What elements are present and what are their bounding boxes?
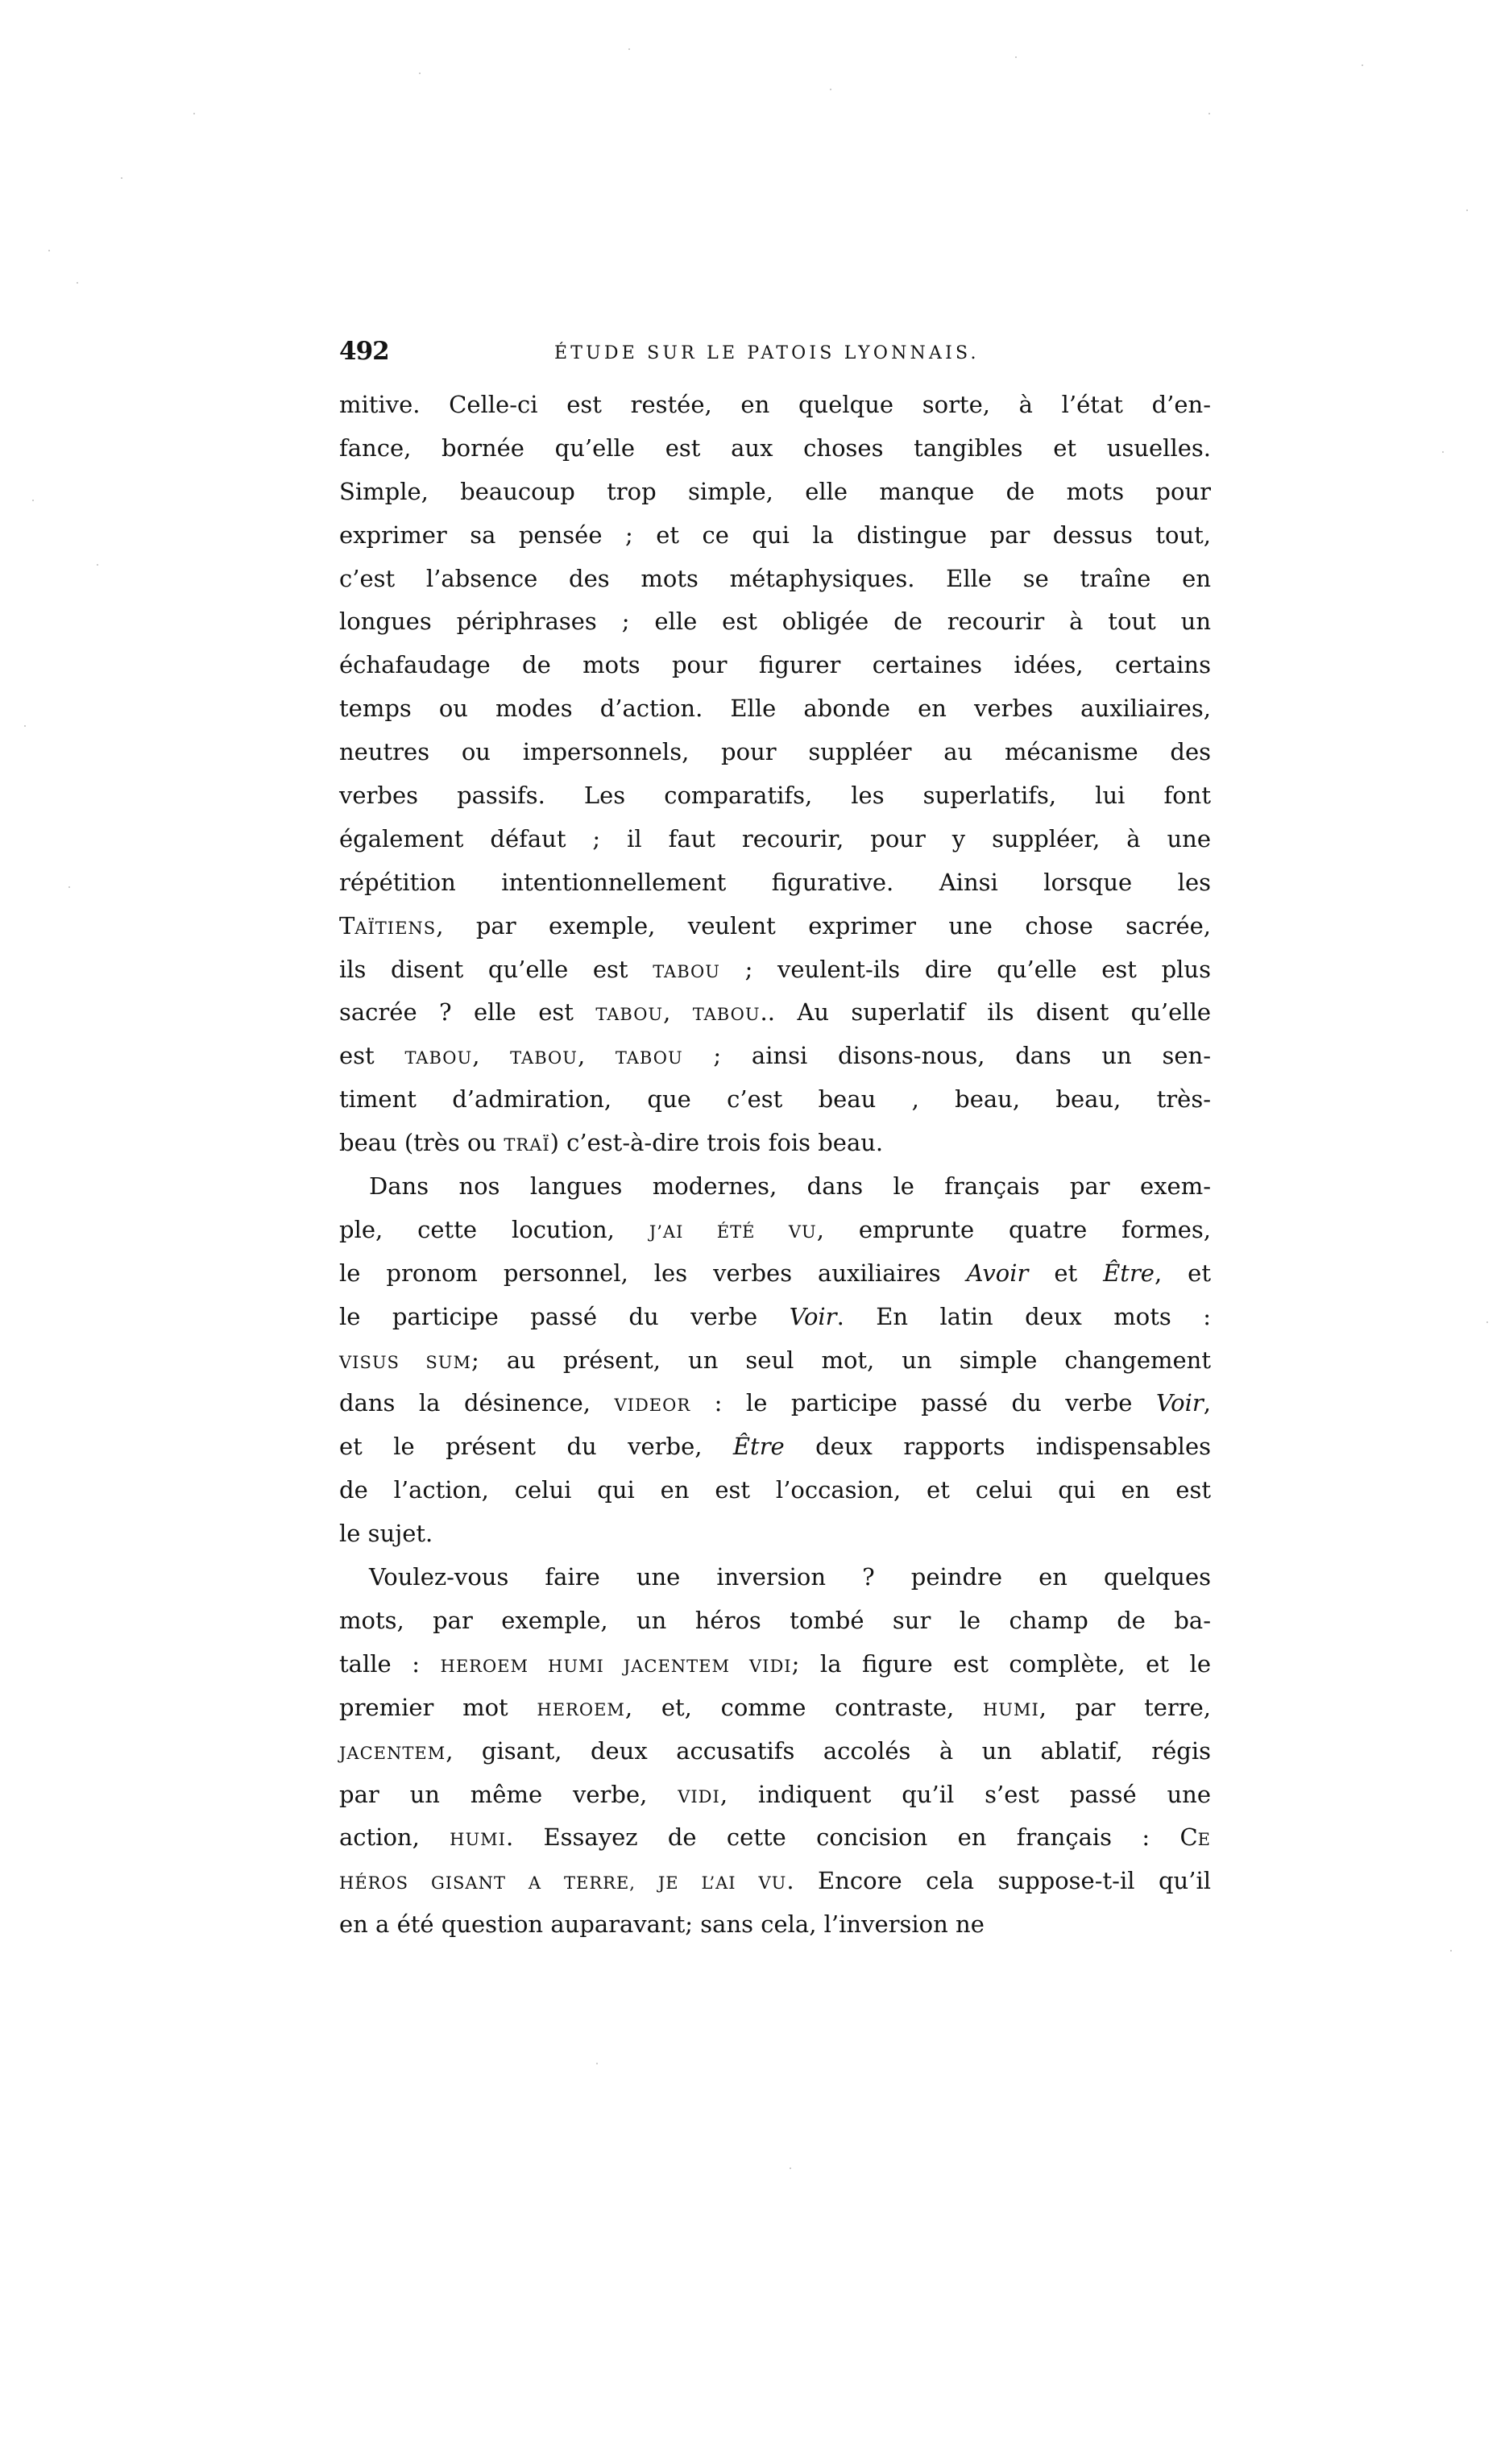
- text-run: . Encore cela suppose-t-il qu’il: [786, 1867, 1211, 1895]
- small-caps-term: HUMI: [450, 1830, 506, 1850]
- text-run: ple, cette locution,: [339, 1215, 649, 1243]
- small-caps-term: TABOU: [595, 1005, 664, 1025]
- text-line: [339, 1209, 1211, 1252]
- text-run: Dans nos langues modernes, dans le français par exem-: [369, 1172, 1211, 1201]
- text-run: ,: [472, 1042, 511, 1070]
- text-run: Voulez-vous faire une inversion ? peindre en quelques: [369, 1563, 1211, 1591]
- scan-speckle: [1362, 64, 1363, 66]
- text-run: , par terre,: [1038, 1693, 1212, 1721]
- small-caps-term: HÉROS GISANT A TERRE, JE L’AI VU: [339, 1873, 787, 1894]
- text-run: longues périphrases ; elle est obligée de recourir à tout un: [339, 608, 1211, 636]
- text-run: , et: [1154, 1259, 1211, 1287]
- text-run: T: [339, 911, 355, 940]
- text-run: ; veulent-ils dire qu’elle est plus: [719, 955, 1211, 983]
- small-caps-term: TABOU: [615, 1048, 683, 1068]
- text-line: [339, 1556, 1211, 1599]
- text-run: action,: [339, 1823, 450, 1852]
- small-caps-term: VIDI: [678, 1786, 720, 1807]
- scan-speckle: [596, 2063, 598, 2064]
- text-line: [339, 1730, 1211, 1773]
- text-run: neutres ou impersonnels, pour suppléer au mécanisme des: [339, 738, 1211, 766]
- small-caps-term: TABOU: [404, 1048, 473, 1068]
- scan-speckle: [830, 89, 831, 90]
- text-line: [339, 1122, 1211, 1165]
- scan-speckle: [1015, 56, 1017, 58]
- text-line: [339, 1382, 1211, 1425]
- scan-speckle: [1466, 209, 1468, 211]
- text-run: ils disent qu’elle est: [339, 955, 653, 983]
- text-run: ; ainsi disons-nous, dans un sen-: [682, 1042, 1212, 1070]
- text-run: , par exemple, veulent exprimer une chose sacrée,: [436, 911, 1211, 940]
- small-caps-term: TABOU: [653, 961, 720, 981]
- text-run: mitive. Celle-ci est restée, en quelque sorte, à l’état d’en-: [339, 391, 1211, 418]
- paragraph: [339, 1556, 1211, 1947]
- text-run: ) c’est-à-dire trois fois beau.: [549, 1129, 884, 1157]
- text-run: échafaudage de mots pour figurer certaines idées, certains: [339, 651, 1211, 679]
- small-caps-term: HEROEM HUMI JACENTEM VIDI: [440, 1656, 792, 1676]
- italic-term: Avoir: [966, 1259, 1029, 1287]
- text-run: le pronom personnel, les verbes auxiliaires: [339, 1259, 967, 1287]
- text-run: répétition intentionnellement figurative. Ainsi lorsque les: [339, 868, 1211, 896]
- text-line: [339, 948, 1211, 992]
- text-run: également défaut ; il faut recourir, pour y suppléer, à une: [339, 824, 1211, 852]
- text-line: [339, 384, 1211, 427]
- text-run: sacrée ? elle est: [339, 998, 596, 1027]
- scan-speckle: [1208, 113, 1210, 114]
- text-run: , indiquent qu’il s’est passé une: [719, 1780, 1211, 1808]
- small-caps-term: TRAÏ: [504, 1135, 550, 1155]
- scan-speckle: [1442, 451, 1444, 453]
- text-run: . En latin deux mots :: [836, 1302, 1211, 1330]
- page-header: [339, 337, 1209, 366]
- text-run: Simple, beaucoup trop simple, elle manque de mots pour: [339, 477, 1211, 505]
- scan-speckle: [24, 725, 26, 727]
- text-line: [339, 991, 1211, 1035]
- text-line: [339, 600, 1211, 644]
- text-line: [339, 1425, 1211, 1469]
- text-line: [339, 1643, 1211, 1686]
- scan-speckle: [77, 282, 78, 284]
- text-run: de l’action, celui qui en est l’occasion, et celui qui en est: [339, 1476, 1211, 1504]
- text-run: verbes passifs. Les comparatifs, les superlatifs, lui font: [339, 782, 1211, 810]
- text-line: [339, 1296, 1211, 1339]
- text-line: [339, 1816, 1211, 1860]
- running-head: ÉTUDE SUR LE PATOIS LYONNAIS.: [554, 343, 980, 363]
- text-run: par un même verbe,: [339, 1780, 678, 1808]
- scan-speckle: [790, 2167, 791, 2169]
- text-line: [339, 427, 1211, 471]
- text-run: ; la figure est complète, et le: [791, 1649, 1211, 1678]
- small-caps-term: HEROEM: [537, 1699, 625, 1719]
- italic-term: Voir: [789, 1302, 837, 1330]
- text-run: ,: [1203, 1389, 1212, 1417]
- text-line: [339, 1599, 1211, 1643]
- text-run: en a été question auparavant; sans cela, l’inversion ne: [339, 1910, 985, 1939]
- text-run: premier mot: [339, 1693, 537, 1721]
- italic-term: Être: [1103, 1259, 1155, 1287]
- text-run: le sujet.: [339, 1520, 433, 1548]
- small-caps-term: HUMI: [982, 1699, 1039, 1719]
- small-caps-term: VISUS SUM: [339, 1352, 472, 1372]
- text-line: [339, 1252, 1211, 1296]
- text-line: [339, 861, 1211, 905]
- text-run: est: [339, 1042, 405, 1070]
- scan-speckle: [97, 564, 98, 566]
- text-run: et: [1028, 1259, 1104, 1287]
- text-run: beau (très ou: [339, 1129, 504, 1157]
- text-run: , et, comme contraste,: [624, 1693, 983, 1721]
- text-run: , gisant, deux accusatifs accolés à un ablatif, régis: [446, 1736, 1211, 1765]
- text-run: le participe passé du verbe: [339, 1302, 790, 1330]
- text-line: [339, 644, 1211, 687]
- text-line: [339, 1035, 1211, 1078]
- small-caps-term: E: [1197, 1830, 1211, 1850]
- text-line: [339, 1165, 1211, 1209]
- text-line: [339, 1512, 1211, 1556]
- scan-speckle: [193, 113, 195, 114]
- text-line: [339, 1860, 1211, 1903]
- page-number: 492: [339, 337, 389, 366]
- italic-term: Être: [732, 1433, 785, 1461]
- scan-speckle: [32, 500, 34, 501]
- scan-speckle: [1486, 1321, 1488, 1323]
- text-run: talle :: [339, 1649, 441, 1678]
- text-line: [339, 774, 1211, 818]
- text-run: .. Au superlatif ils disent qu’elle: [760, 998, 1212, 1027]
- small-caps-term: JACENTEM: [339, 1743, 446, 1763]
- scan-speckle: [68, 886, 70, 888]
- text-run: dans la désinence,: [339, 1389, 615, 1417]
- small-caps-term: TABOU: [510, 1048, 578, 1068]
- text-line: [339, 1469, 1211, 1512]
- text-line: [339, 558, 1211, 601]
- paragraph: [339, 1165, 1211, 1556]
- body-text: [339, 384, 1211, 1947]
- text-line: [339, 514, 1211, 558]
- text-run: temps ou modes d’action. Elle abonde en verbes auxiliaires,: [339, 695, 1211, 723]
- text-run: , emprunte quatre formes,: [816, 1215, 1211, 1243]
- text-run: deux rapports indispensables: [784, 1433, 1211, 1461]
- text-line: [339, 1078, 1211, 1122]
- text-line: [339, 1686, 1211, 1730]
- text-run: timent d’admiration, que c’est beau , beau, beau, très-: [339, 1085, 1211, 1114]
- scan-speckle: [628, 48, 630, 50]
- text-line: [339, 731, 1211, 774]
- text-line: [339, 1903, 1211, 1947]
- text-run: et le présent du verbe,: [339, 1433, 733, 1461]
- text-run: exprimer sa pensée ; et ce qui la distingue par dessus tout,: [339, 521, 1211, 549]
- text-run: : le participe passé du verbe: [690, 1389, 1156, 1417]
- small-caps-term: J’AI ÉTÉ VU: [649, 1222, 817, 1242]
- italic-term: Voir: [1155, 1389, 1204, 1417]
- text-line: [339, 687, 1211, 731]
- paragraph: [339, 384, 1211, 1165]
- scan-speckle: [1450, 1950, 1452, 1952]
- text-line: [339, 1773, 1211, 1817]
- text-run: ,: [663, 998, 693, 1027]
- scan-speckle: [48, 250, 50, 251]
- text-run: mots, par exemple, un héros tombé sur le champ de ba-: [339, 1606, 1211, 1634]
- text-line: [339, 905, 1211, 948]
- text-run: c’est l’absence des mots métaphysiques. Elle se traîne en: [339, 564, 1211, 592]
- small-caps-term: VIDEOR: [614, 1396, 691, 1416]
- scan-speckle: [419, 73, 421, 74]
- text-line: [339, 818, 1211, 861]
- text-run: ; au présent, un seul mot, un simple changement: [471, 1346, 1211, 1374]
- small-caps-term: TABOU: [692, 1005, 761, 1025]
- text-run: fance, bornée qu’elle est aux choses tangibles et usuelles.: [339, 433, 1211, 462]
- text-line: [339, 471, 1211, 514]
- text-line: [339, 1339, 1211, 1383]
- text-run: . Essayez de cette concision en français : C: [505, 1823, 1198, 1852]
- text-run: ,: [577, 1042, 616, 1070]
- small-caps-term: AÏTIENS: [354, 918, 437, 938]
- scan-speckle: [121, 177, 122, 179]
